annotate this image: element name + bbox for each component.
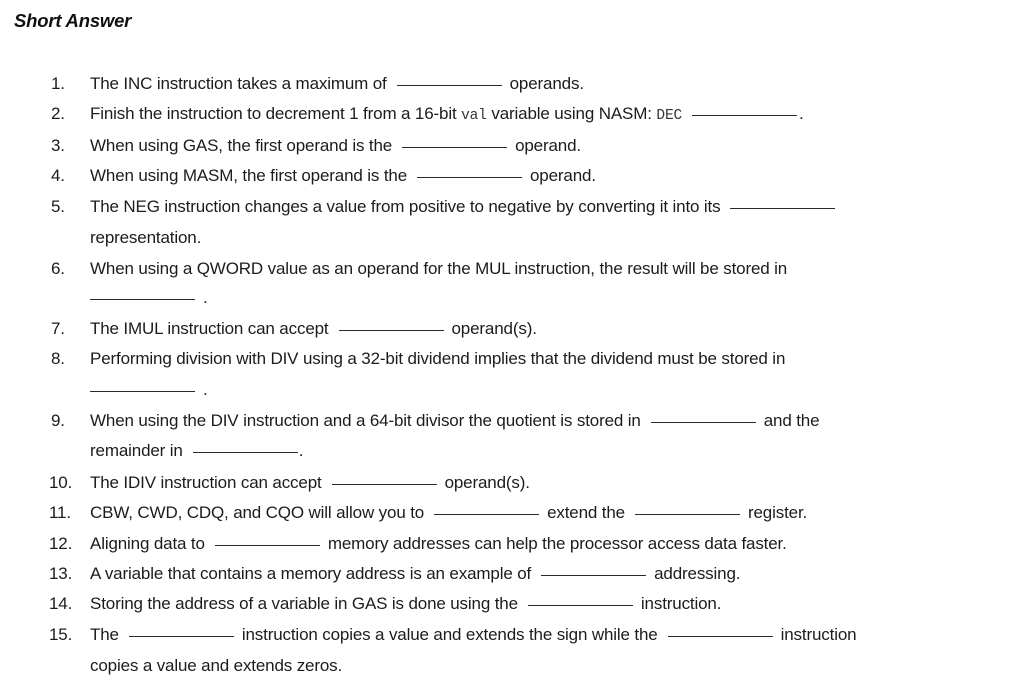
answer-blank[interactable] (434, 513, 539, 515)
answer-blank[interactable] (651, 421, 756, 423)
question-text: operand(s). (444, 473, 530, 492)
question-text: When using MASM, the first operand is the (90, 166, 407, 185)
answer-blank[interactable] (193, 451, 298, 453)
question-text: operands. (509, 74, 584, 93)
question-text: extend the (547, 503, 625, 522)
question-number: 5. (51, 197, 65, 216)
answer-blank[interactable] (528, 604, 633, 606)
question-text: When using the DIV instruction and a 64-bit divisor the quotient is stored in (90, 411, 641, 430)
question-number: 11. (49, 503, 71, 522)
question-text: instruction copies a value and extends the sign while the (241, 625, 658, 644)
question-number: 1. (51, 74, 65, 93)
question-text: memory addresses can help the processor access data faster. (327, 534, 787, 553)
answer-blank[interactable] (129, 635, 234, 637)
question-text: When using a QWORD value as an operand for the MUL instruction, the result will be stored in (90, 259, 788, 278)
question-text: representation. (90, 228, 202, 247)
question-number: 6. (51, 259, 65, 278)
answer-blank[interactable] (332, 483, 437, 485)
section-heading: Short Answer (14, 10, 132, 31)
question-text: The IMUL instruction can accept (90, 319, 329, 338)
question-text: Storing the address of a variable in GAS is done using the (90, 594, 518, 613)
question-number: 7. (51, 319, 65, 338)
question-number: 14. (49, 594, 73, 613)
question-text: When using GAS, the first operand is the (90, 136, 393, 155)
question-text: . (203, 288, 208, 307)
answer-blank[interactable] (90, 298, 195, 300)
question-text: The NEG instruction changes a value from positive to negative by converting it into its (90, 197, 721, 216)
question-number: 3. (51, 136, 65, 155)
question-text: Finish the instruction to decrement 1 from a 16-bit (90, 104, 457, 123)
question-text: Aligning data to (90, 534, 205, 553)
question-text: A variable that contains a memory address is an example of (90, 564, 532, 583)
answer-blank[interactable] (730, 207, 835, 209)
question-text: operand. (530, 166, 596, 185)
question-text: The IDIV instruction can accept (90, 473, 322, 492)
question-text: copies a value and extends zeros. (90, 656, 343, 675)
answer-blank[interactable] (668, 635, 773, 637)
answer-blank[interactable] (215, 544, 320, 546)
question-text: . (298, 441, 304, 460)
question-text: instruction. (640, 594, 722, 613)
question-text: . (799, 104, 804, 123)
code-token: val (461, 108, 487, 124)
question-text: variable using NASM: (491, 104, 652, 123)
question-number: 13. (49, 564, 73, 583)
question-text: The INC instruction takes a maximum of (90, 74, 387, 93)
answer-blank[interactable] (417, 176, 522, 178)
question-text: Performing division with DIV using a 32-bit dividend implies that the dividend must be stored in (90, 349, 786, 368)
question-number: 10. (49, 473, 73, 492)
question-number: 15. (49, 625, 73, 644)
answer-blank[interactable] (635, 513, 740, 515)
answer-blank[interactable] (541, 574, 646, 576)
question-text: remainder in (90, 441, 183, 460)
answer-blank[interactable] (402, 146, 507, 148)
question-number: 12. (49, 534, 73, 553)
question-text: CBW, CWD, CDQ, and CQO will allow you to (90, 503, 425, 522)
answer-blank[interactable] (397, 84, 502, 86)
question-text: and the (763, 411, 820, 430)
question-number: 9. (51, 411, 65, 430)
question-number: 8. (51, 349, 65, 368)
question-text: addressing. (654, 564, 741, 583)
question-text: The (90, 625, 119, 644)
question-text: instruction (780, 625, 857, 644)
answer-blank[interactable] (692, 114, 797, 116)
code-token: DEC (656, 108, 683, 124)
question-text: . (203, 380, 208, 399)
question-text: operand(s). (451, 319, 537, 338)
question-number: 2. (51, 104, 65, 123)
question-number: 4. (51, 166, 65, 185)
question-text: operand. (515, 136, 581, 155)
answer-blank[interactable] (90, 390, 195, 392)
answer-blank[interactable] (339, 329, 444, 331)
question-text: register. (747, 503, 808, 522)
